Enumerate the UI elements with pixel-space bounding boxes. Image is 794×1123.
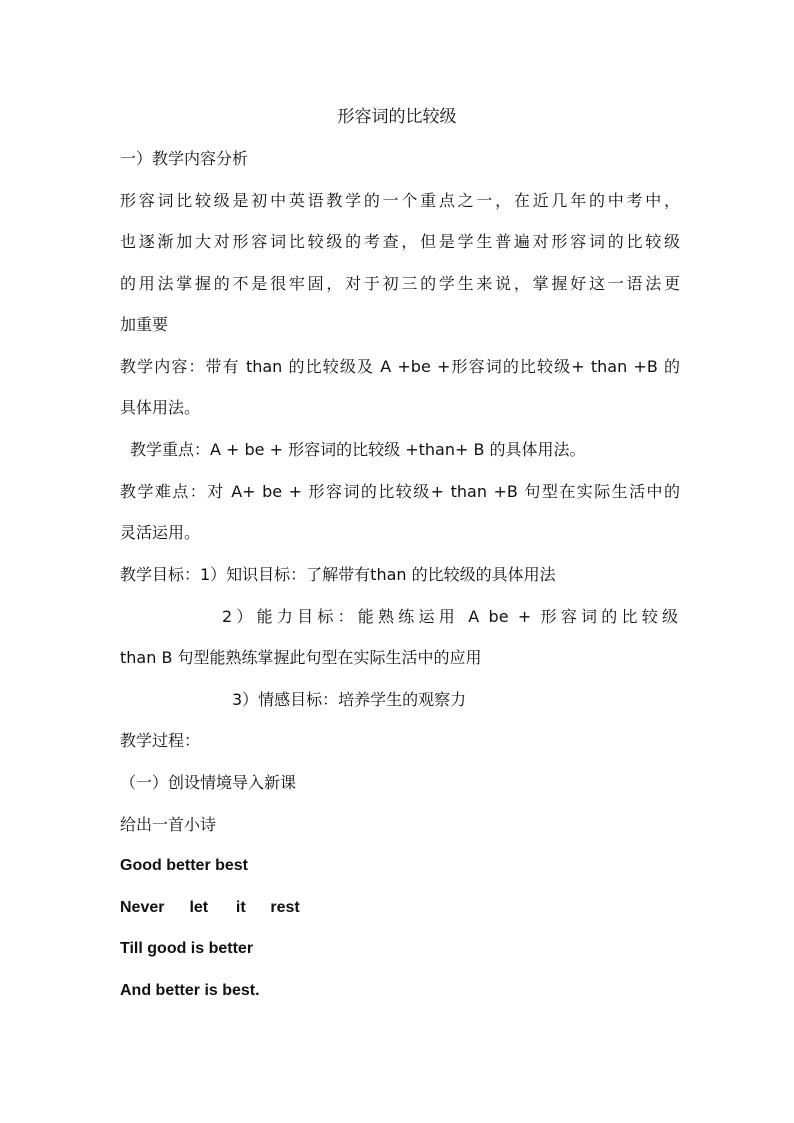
- poem-line-1: Good better best: [120, 857, 249, 874]
- poem-line-3: Till good is better: [120, 940, 254, 957]
- poem-word: it: [235, 899, 246, 916]
- analysis-line-4: 加重要: [120, 315, 169, 334]
- process-step-1: （一）创设情境导入新课: [120, 773, 297, 792]
- teaching-goal-ability-line-1: 2）能力目标：能熟练运用 A be + 形容词的比较级: [222, 607, 678, 626]
- teaching-difficulty-line-2: 灵活运用。: [120, 523, 201, 542]
- poem-line-4: And better is best.: [120, 982, 260, 999]
- poem-word: let: [189, 899, 209, 916]
- analysis-line-2: 也逐渐加大对形容词比较级的考查，但是学生普遍对形容词的比较级: [120, 232, 680, 251]
- poem-intro: 给出一首小诗: [120, 815, 217, 834]
- teaching-content-line-1: 教学内容：带有 than 的比较级及 A +be +形容词的比较级+ than +B 的: [120, 357, 680, 376]
- poem-word: Never: [120, 899, 165, 916]
- teaching-content-line-2: 具体用法。: [120, 398, 201, 417]
- teaching-goal-emotion: 3）情感目标：培养学生的观察力: [232, 690, 467, 709]
- section-heading-content-analysis: 一）教学内容分析: [120, 149, 249, 168]
- teaching-key-point: 教学重点：A + be + 形容词的比较级 +than+ B 的具体用法。: [130, 440, 586, 459]
- teaching-process-heading: 教学过程：: [120, 731, 201, 750]
- poem-word: rest: [270, 899, 300, 916]
- teaching-goal-knowledge: 教学目标：1）知识目标：了解带有than 的比较级的具体用法: [120, 565, 556, 584]
- document-title: 形容词的比较级: [337, 107, 457, 127]
- analysis-line-3: 的用法掌握的不是很牢固，对于初三的学生来说，掌握好这一语法更: [120, 274, 680, 293]
- teaching-goal-ability-line-2: than B 句型能熟练掌握此句型在实际生活中的应用: [120, 648, 482, 667]
- poem-line-2: [120, 898, 680, 918]
- teaching-difficulty-line-1: 教学难点：对 A+ be + 形容词的比较级+ than +B 句型在实际生活中的: [120, 482, 680, 501]
- analysis-line-1: 形容词比较级是初中英语教学的一个重点之一，在近几年的中考中，: [120, 191, 680, 210]
